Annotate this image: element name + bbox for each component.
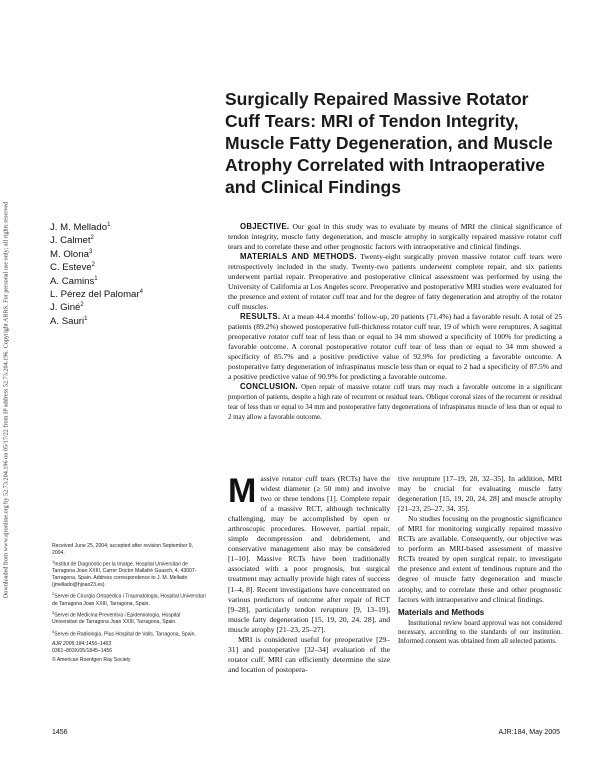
citation: AJR 2005;184:1456–1463 (52, 641, 112, 648)
download-notice (0, 120, 14, 680)
intro-paragraph: Massive rotator cuff tears (RCTs) have the widest diameter (≥ 50 mm) and involve two or three tendons [1]. Complete repair of a massive RCT, although technically challenging, may be accomplished by open or arthroscopic procedures. However, partial repair, simple decompression and debridement, and conservative management also may be considered [1–10]. Massive RCTs have been traditionally associated with a poor prognosis, but surgical treatment may actually provide high rates of success [1–4, 8]. Recent investigations have concentrated on various predictors of outcome after repair of RCT [9–28], particularly tendon rerupture [9, 13–19], muscle fatty degeneration [15, 19, 20, 24, 28], and muscle atrophy [21–23, 25–27]. (228, 472, 390, 634)
affiliation: $^4$Servei de Radiologia, Pius Hospital de Valls, Tarragona, Spain. (52, 629, 196, 638)
page-number: 1456 (52, 729, 68, 736)
author: J. M. Mellado$^1$ (50, 222, 111, 234)
article-notes (52, 543, 206, 667)
author: J. Giné$^2$ (50, 302, 84, 314)
affiliation: $^1$Institut de Diagnòstic per la Imatge, Hospital Universitari de Tarragona Joan XXIII, Carrer Doctor Mallafrè Guasch, 4, 43007-Tarragona, Spain. Address correspondence to J. M. Mellado (jmellado@hjoan23.es). (52, 559, 197, 588)
drop-cap: M (228, 472, 257, 510)
author: C. Esteve$^2$ (50, 262, 95, 274)
affiliation: $^3$Servei de Medicina Preventiva i Epidemiologia, Hospital Universitari de Tarragona Joan XXIII, Tarragona, Spain. (52, 610, 181, 626)
abstract (228, 222, 562, 422)
issn: 0361–803X/05/1845–1456 (52, 647, 113, 654)
abstract-results: RESULTS. At a mean 44.4 months' follow-up, 20 patients (71.4%) had a favorable result. A total of 25 patients (89.2%) showed postoperative full-thickness rotator cuff tear, 19 of which were reruptures. A sagittal preoperative rotator cuff tear of less than or equal to 34 mm showed a specificity of 100% for predicting a favorable outcome. A coronal postoperative rotator cuff tear of less than or equal to 34 mm showed a specificity of 85.7% and a positive predictive value of 92.9% for predicting a favorable outcome. A postoperative fatty degeneration of infraspinatus muscle less than or equal to 2 had a specificity of 87.5% and a positive predictive value of 90.9% for predicting a favorable outcome. (228, 312, 562, 381)
body-paragraph: No studies focusing on the prognostic significance of MRI for monitoring surgically repaired massive RCTs are available. Consequently, our objective was to perform an MRI-based assessment of massive RCTs treated by open surgical repair, to investigate the presence and extent of tendinous rupture and the degree of muscle fatty degeneration and muscle atrophy, and to correlate these and other prognostic factors with intraoperative and clinical findings. (398, 514, 562, 604)
body-column-1 (228, 474, 390, 675)
affiliation: $^2$Servei de Cirurgia Ortopèdica i Traumatologia, Hospital Universitari de Tarragona Joan XXIII, Tarragona, Spain. (52, 591, 206, 607)
author: J. Calmet$^2$ (50, 235, 94, 247)
body-paragraph: MRI is considered useful for preoperative [29–31] and postoperative [32–34] evaluation of the rotator cuff. MRI can efficiently determine the size and location of postopera- (228, 634, 390, 674)
author-list (50, 220, 200, 327)
author: A. Camins$^1$ (50, 275, 98, 287)
body-column-2 (398, 474, 562, 646)
journal-footer: AJR:184, May 2005 (498, 729, 560, 736)
body-paragraph: Institutional review board approval was not considered necessary, according to the standards of our institution. Informed consent was obtained from all selected patients. (398, 619, 562, 645)
section-heading: Materials and Methods (398, 607, 485, 617)
author: A. Sauri$^1$ (50, 315, 88, 327)
author: L. Pérez del Palomar$^4$ (50, 288, 143, 301)
abstract-conclusion: CONCLUSION. Open repair of massive rotator cuff tears may reach a favorable outcome in a significant proportion of patients, despite a high rate of recurrent or residual tears. Oblique coronal sizes of the recurrent or residual tear of less than or equal to 34 mm and postoperative fatty degenerations of infraspinatus muscle of less than or equal to 2 may allow a favorable outcome. (228, 382, 562, 421)
abstract-objective: OBJECTIVE. Our goal in this study was to evaluate by means of MRI the clinical significance of tendon integrity, muscle fatty degeneration, and muscle atrophy in surgically repaired massive rotator cuff tears and to correlate these and other prognostic factors with intraoperative and clinical findings. (228, 222, 562, 251)
article-title: Surgically Repaired Massive Rotator Cuff Tears: MRI of Tendon Integrity, Muscle Fatty Degeneration, and Muscle Atrophy Correlated with Intraoperative and Clinical Findings (225, 89, 553, 197)
copyright: © American Roentgen Ray Society (52, 657, 131, 664)
download-notice-text: Downloaded from www.ajronline.org by 52.73.204.196 on 05/17/22 from IP address 52.73.204.196. Copyright ARRS. For personal use only; all rights reserved (2, 201, 10, 599)
received-date: Received June 25, 2004; accepted after revision September 9, 2004. (52, 543, 194, 556)
abstract-methods: MATERIALS AND METHODS. Twenty-eight surgically proven massive rotator cuff tears were retrospectively included in the study. Twenty-two patients underwent complete repair, and six patients underwent partial repair. Preoperative and postoperative clinical assessment was performed by using the University of California at Los Angeles score. Preoperative and postoperative MRI studies were evaluated for the presence and extent of rotator cuff tear and for the degree of fatty degeneration and atrophy of the rotator cuff muscles. (228, 252, 562, 311)
author: M. Olona$^3$ (50, 248, 93, 260)
body-paragraph: tive rerupture [17–19, 28, 32–35]. In addition, MRI may be crucial for evaluating muscle fatty degeneration [15, 19, 20, 24, 28] and muscle atrophy [21–23, 25–27, 34, 35]. (398, 474, 562, 514)
